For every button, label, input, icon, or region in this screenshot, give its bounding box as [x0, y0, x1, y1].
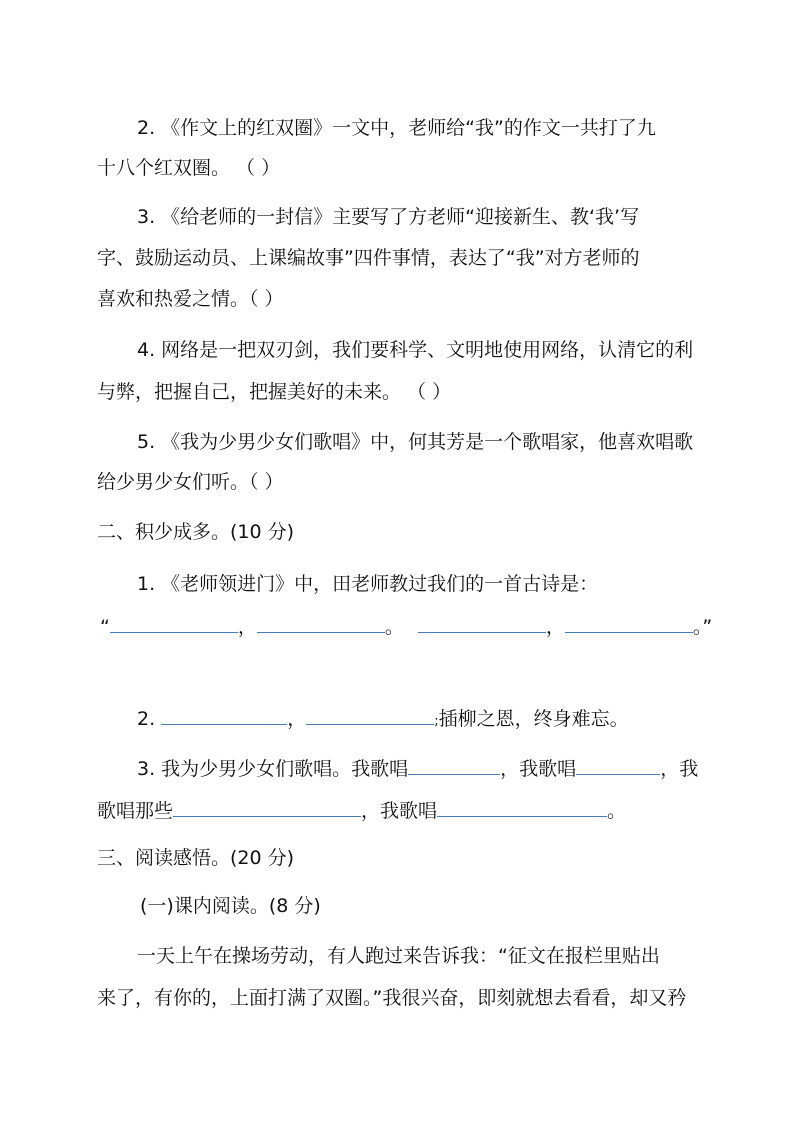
question-4-line-2: 与弊，把握自己，把握美好的未来。 （ ） [97, 381, 452, 403]
section-2-item-3-line-2 [97, 796, 626, 823]
item-3-text-e: ，我歌唱 [361, 800, 438, 822]
period: 。 [384, 616, 404, 638]
item-2-blank-2[interactable] [306, 704, 434, 725]
section-2-item-3-line-1 [137, 754, 698, 781]
close-quote: 。” [692, 616, 713, 638]
item-3-blank-3[interactable] [173, 796, 361, 817]
poem-blank-1[interactable] [110, 612, 238, 633]
comma: ， [545, 616, 565, 638]
poem-blank-4[interactable] [565, 612, 693, 633]
reading-paragraph-line-1: 一天上午在操场劳动，有人跑过来告诉我：“征文在报栏里贴出 [137, 945, 660, 967]
comma: ， [287, 708, 307, 730]
open-quote: “ [100, 616, 110, 638]
item-3-text-f: 。 [607, 800, 627, 822]
reading-paragraph-line-2: 来了，有你的，上面打满了双圈。”我很兴奋，即刻就想去看看，却又矜 [97, 987, 687, 1009]
poem-blank-2[interactable] [257, 612, 385, 633]
item-3-text-d: 歌唱那些 [97, 800, 174, 822]
item-3-blank-1[interactable] [408, 754, 500, 775]
poem-blank-3[interactable] [418, 612, 546, 633]
item-2-blank-1[interactable] [161, 704, 287, 725]
question-3-line-3: 喜欢和热爱之情。（ ） [97, 288, 284, 310]
item-2-text: 插柳之恩，终身难忘。 [438, 708, 629, 730]
item-3-blank-4[interactable] [437, 796, 607, 817]
section-2-item-1: 1. 《老师领进门》中，田老师教过我们的一首古诗是： [137, 573, 599, 595]
item-3-text-b: ，我歌唱 [500, 758, 577, 780]
item-3-text-a: 3. 我为少男少女们歌唱。我歌唱 [137, 758, 409, 780]
item-2-number: 2. [137, 708, 156, 730]
question-5-line-1: 5. 《我为少男少女们歌唱》中，何其芳是一个歌唱家，他喜欢唱歌 [137, 431, 694, 453]
poem-fill-line [100, 612, 712, 639]
question-5-line-2: 给少男少女们听。（ ） [97, 471, 284, 493]
comma: ， [237, 616, 257, 638]
question-2-line-2: 十八个红双圈。 （ ） [97, 157, 281, 179]
separator: ; [434, 714, 439, 729]
item-3-text-c: ，我 [660, 758, 699, 780]
section-3-sub-heading: (一)课内阅读。(8 分) [140, 895, 321, 917]
item-3-blank-2[interactable] [576, 754, 660, 775]
question-3-line-2: 字、鼓励运动员、上课编故事”四件事情，表达了“我”对方老师的 [97, 247, 640, 269]
section-2-item-2 [137, 704, 629, 734]
section-3-heading: 三、阅读感悟。(20 分) [97, 847, 295, 869]
section-2-heading: 二、积少成多。(10 分) [97, 521, 295, 543]
question-4-line-1: 4. 网络是一把双刃剑，我们要科学、文明地使用网络，认清它的利 [137, 339, 694, 361]
question-3-line-1: 3. 《给老师的一封信》主要写了方老师“迎接新生、教‘我’写 [137, 206, 640, 228]
question-2-line-1: 2. 《作文上的红双圈》一文中，老师给“我”的作文一共打了九 [137, 117, 656, 139]
